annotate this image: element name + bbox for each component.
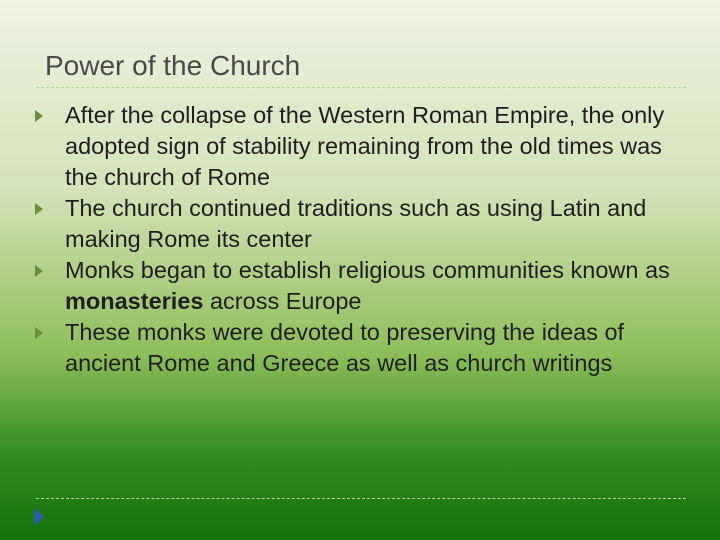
bullet-list <box>35 100 685 379</box>
bullet-text: These monks were devoted to preserving the ideas of ancient Rome and Greece as well as church writings <box>65 319 625 376</box>
triangle-bullet-icon <box>35 327 43 339</box>
title-divider <box>36 87 686 88</box>
bullet-text <box>65 257 670 314</box>
next-slide-arrow-icon[interactable] <box>34 508 45 526</box>
bullet-text-bold-term: monasteries <box>65 288 204 314</box>
triangle-bullet-icon <box>35 265 43 277</box>
list-item <box>35 317 685 379</box>
bullet-text: The church continued traditions such as using Latin and making Rome its center <box>65 195 647 252</box>
list-item <box>35 193 685 255</box>
bullet-text-before: Monks began to establish religious communities known as <box>65 257 670 283</box>
bullet-text: After the collapse of the Western Roman Empire, the only adopted sign of stability remaining from the old times was the church of Rome <box>65 102 665 190</box>
footer-divider <box>36 498 686 499</box>
triangle-bullet-icon <box>35 110 43 122</box>
list-item <box>35 100 685 193</box>
bullet-text-after: across Europe <box>203 288 362 314</box>
list-item <box>35 255 685 317</box>
triangle-bullet-icon <box>35 203 43 215</box>
slide-title: Power of the Church <box>45 50 301 81</box>
